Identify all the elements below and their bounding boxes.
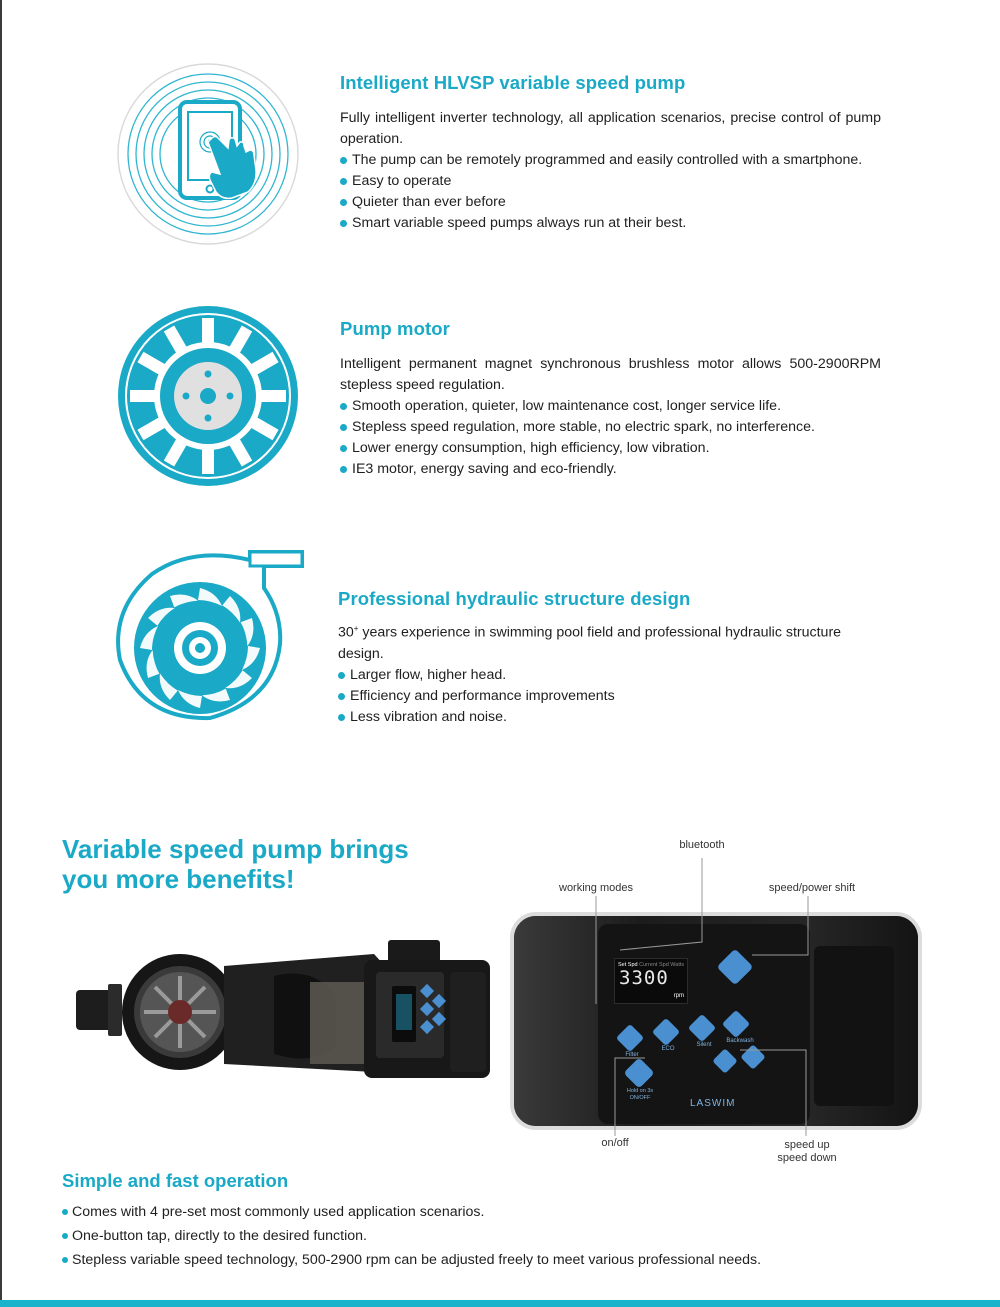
callout-bluetooth: bluetooth — [679, 839, 725, 851]
brand-logo: LASWIM — [690, 1098, 736, 1109]
lcd-current-speed: Current Spd — [639, 962, 669, 968]
benefits-title-line1: Variable speed pump brings — [62, 834, 409, 864]
list-item: One-button tap, directly to the desired function. — [62, 1224, 942, 1248]
plus-mark: + — [353, 624, 359, 633]
years-value: 30 — [338, 624, 354, 641]
lcd-value: 3300 — [619, 967, 669, 989]
callout-speed-up-down — [766, 1139, 848, 1165]
feature-title: Professional hydraulic structure design — [338, 588, 691, 609]
list-item: Efficiency and performance improvements — [338, 686, 883, 707]
list-item: Easy to operate — [340, 171, 881, 192]
callout-working-modes: working modes — [559, 882, 633, 894]
lcd-watts: Watts — [670, 962, 685, 968]
simple-bullets — [62, 1200, 942, 1272]
callout-speed-power-shift: speed/power shift — [768, 882, 856, 894]
lcd-set-speed: Set Spd — [618, 962, 638, 968]
mode-silent-label: Silent — [696, 1042, 712, 1048]
mode-filter-label: Filter — [625, 1052, 639, 1058]
power-hint: Hold on 3s ON/OFF — [626, 1088, 654, 1101]
simple-operation-section — [62, 1170, 942, 1272]
callout-on-off: on/off — [601, 1137, 629, 1149]
feature-intro: Fully intelligent inverter technology, all application scenarios, precise control of pump operation. — [340, 110, 881, 147]
list-item: Quieter than ever before — [340, 192, 881, 213]
list-item: Comes with 4 pre-set most commonly used application scenarios. — [62, 1200, 942, 1224]
mode-backwash-label: Backwash — [726, 1038, 754, 1044]
intro-rest: years experience in swimming pool field and professional hydraulic structure design. — [338, 624, 842, 662]
list-item: IE3 motor, energy saving and eco-friendly. — [340, 459, 881, 480]
list-item: Lower energy consumption, high efficiency, low vibration. — [340, 438, 881, 459]
list-item: Stepless speed regulation, more stable, no electric spark, no interference. — [340, 417, 881, 438]
benefits-title-line2: you more benefits! — [62, 864, 295, 894]
feature-intro: Intelligent permanent magnet synchronous brushless motor allows 500-2900RPM stepless speed regulation. — [340, 356, 881, 393]
list-item: Smart variable speed pumps always run at their best. — [340, 213, 881, 234]
mode-eco-label: ECO — [661, 1046, 675, 1052]
list-item: The pump can be remotely programmed and easily controlled with a smartphone. — [340, 150, 881, 171]
list-item: Less vibration and noise. — [338, 707, 883, 728]
feature-title: Pump motor — [340, 318, 450, 339]
lcd-unit: rpm — [673, 993, 684, 999]
list-item: Smooth operation, quieter, low maintenance cost, longer service life. — [340, 396, 881, 417]
section-title: Simple and fast operation — [62, 1170, 289, 1191]
list-item: Larger flow, higher head. — [338, 665, 883, 686]
callout-speed-down: speed down — [777, 1152, 837, 1164]
feature-title: Intelligent HLVSP variable speed pump — [340, 72, 686, 93]
bottom-accent-bar — [0, 1300, 1000, 1307]
list-item: Stepless variable speed technology, 500-2900 rpm can be adjusted freely to meet various professional needs. — [62, 1248, 942, 1272]
callout-speed-up: speed up — [784, 1139, 830, 1151]
